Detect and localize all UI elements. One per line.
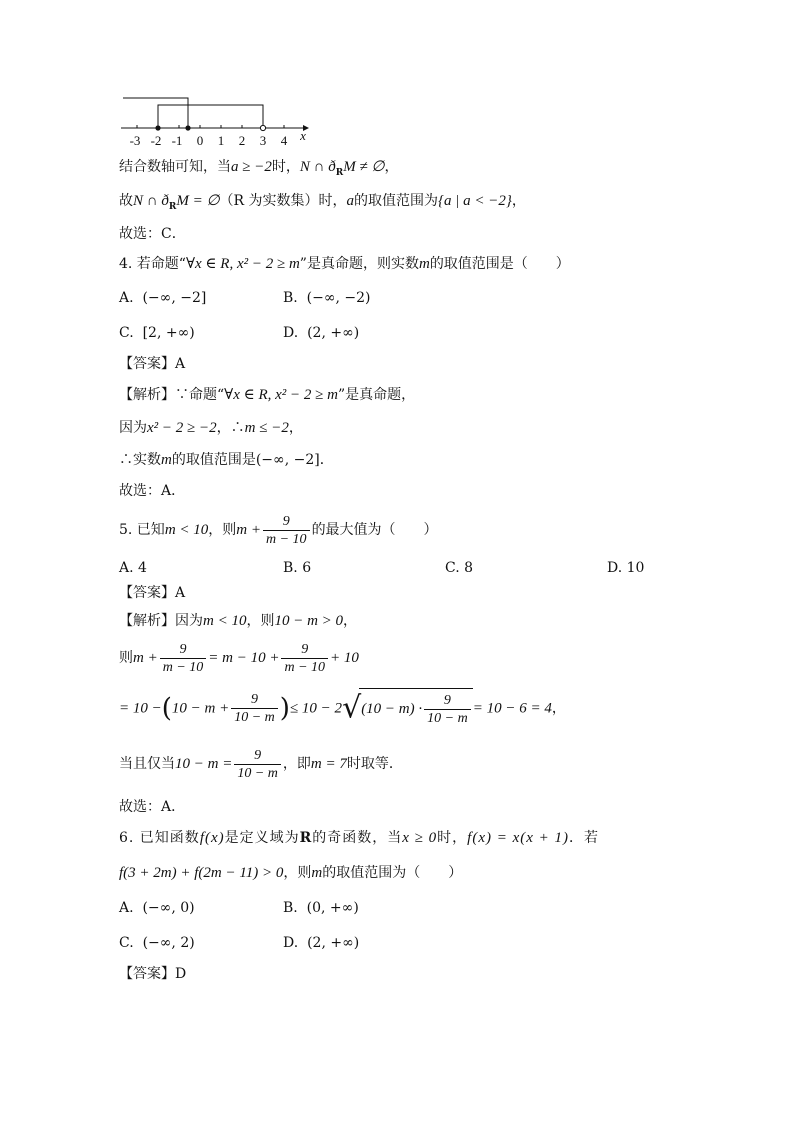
option-a: A. 4	[119, 560, 147, 576]
solution-line: 当且仅当10 − m = $\frac{9}{10 - m}$ ，即m = 7时取等．	[119, 747, 403, 781]
tick-label: 3	[259, 133, 267, 148]
tick-label: 4	[280, 133, 288, 148]
tick-label: -1	[171, 133, 183, 148]
solution-line: 【解析】因为m < 10，则10 − m > 0，	[119, 613, 358, 629]
option-d: D. (2, +∞)	[283, 325, 360, 341]
option-d: D. 10	[607, 560, 645, 576]
question-6-stem-cont: f(3 + 2m) + f(2m − 11) > 0，则m的取值范围为（ ）	[119, 865, 463, 881]
tick-label: 2	[238, 133, 246, 148]
option-b: B. (0, +∞)	[283, 900, 359, 916]
option-c: C. [2, +∞)	[119, 325, 195, 341]
choose-line: 故选：A．	[119, 483, 186, 499]
solution-line: 则m + $\frac{9}{m - 10}$ = m − 10 + $\frac{9}{m - 10}$ + 10	[119, 641, 359, 675]
option-c: C. (−∞, 2)	[119, 935, 195, 951]
closed-point-minus-2	[155, 125, 160, 130]
solution-line: 【解析】∵命题“∀x ∈ R, x² − 2 ≥ m”是真命题，	[119, 387, 416, 403]
solution-line: 因为x² − 2 ≥ −2，∴m ≤ −2，	[119, 420, 303, 436]
answer-label: 【答案】D	[119, 966, 187, 982]
option-d: D. (2, +∞)	[283, 935, 360, 951]
axis-label: x	[300, 128, 306, 143]
option-a: A. (−∞, 0)	[119, 900, 195, 916]
tick-label: -3	[129, 133, 141, 148]
solution-line: = 10 −(10 − m + $\frac{9}{10 - m}$ )≤ 10 − 2√(10 − m) · $\frac{9}{10 - m}$ = 10 − 6 = 4，	[119, 688, 566, 729]
answer-label: 【答案】A	[119, 585, 186, 601]
closed-point-minus-1	[185, 125, 190, 130]
open-point-3	[260, 125, 265, 130]
tick-label: 1	[217, 133, 225, 148]
text-line: 故N ∩ $ð_RM$ = ∅（R 为实数集）时，a的取值范围为{a | a < −2}，	[119, 193, 526, 212]
question-6-stem: 6. 已知函数f(x)是定义域为R的奇函数，当x ≥ 0时，f(x) = x(x + 1)．若	[119, 830, 600, 846]
answer-label: 【答案】A	[119, 356, 186, 372]
option-c: C. 8	[445, 560, 474, 576]
question-5-stem: 5. 已知m < 10，则m + $\frac{9}{m - 10}$ 的最大值为（ ）	[119, 513, 438, 547]
tick-label: -2	[150, 133, 162, 148]
question-4-stem: 4. 若命题“∀x ∈ R, x² − 2 ≥ m”是真命题，则实数m的取值范围是（ ）	[119, 256, 570, 272]
solution-line: ∴实数m的取值范围是(−∞, −2]．	[119, 452, 334, 468]
option-a: A. (−∞, −2]	[119, 290, 207, 306]
option-b: B. (−∞, −2)	[283, 290, 371, 306]
number-line-figure	[115, 88, 315, 150]
interval-bracket-right	[158, 105, 263, 128]
text-line: 结合数轴可知，当a ≥ −2时，N ∩ $ð_RM$ ≠ ∅，	[119, 159, 399, 178]
choose-line: 故选：A．	[119, 799, 186, 815]
tick-label: 0	[196, 133, 204, 148]
fraction: $\frac{9}{m - 10}$	[263, 513, 310, 548]
text-line: 故选：C．	[119, 226, 186, 242]
option-b: B. 6	[283, 560, 312, 576]
interval-bracket-left	[123, 98, 188, 128]
